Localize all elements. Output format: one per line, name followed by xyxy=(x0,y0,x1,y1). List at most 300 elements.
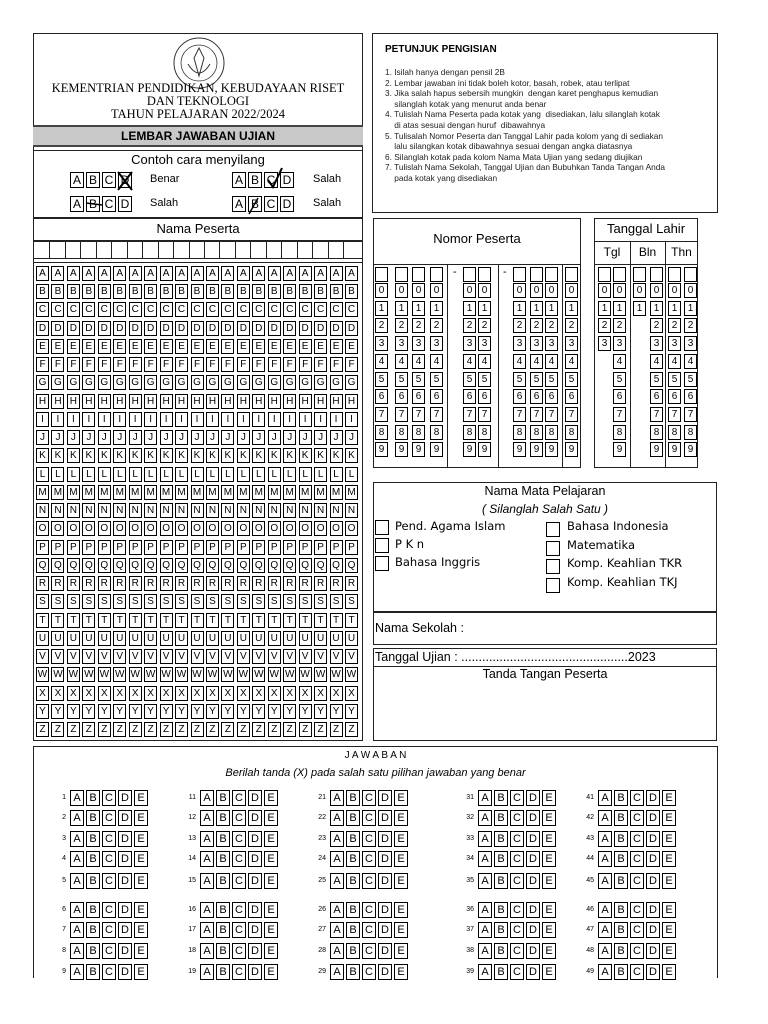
answer-bubble-b[interactable]: B xyxy=(216,790,230,806)
name-letter-bubble[interactable]: M xyxy=(113,485,126,500)
answer-bubble-d[interactable]: D xyxy=(646,810,660,826)
answer-bubble-c[interactable]: C xyxy=(630,790,644,806)
answer-bubble-d[interactable]: D xyxy=(248,943,262,959)
name-letter-bubble[interactable]: V xyxy=(283,649,296,664)
name-letter-bubble[interactable]: W xyxy=(130,669,140,681)
nomor-digit-bubble[interactable]: 2 xyxy=(565,318,578,333)
name-letter-bubble[interactable]: D xyxy=(283,321,296,336)
name-letter-bubble[interactable]: Y xyxy=(144,704,157,719)
name-letter-bubble[interactable]: F xyxy=(129,357,142,372)
nomor-digit-bubble[interactable]: 2 xyxy=(545,318,558,333)
name-letter-bubble[interactable]: P xyxy=(36,540,49,555)
answer-bubble-b[interactable]: B xyxy=(216,851,230,867)
name-letter-bubble[interactable]: P xyxy=(345,540,358,555)
tanggal-digit-bubble[interactable]: 8 xyxy=(613,425,626,440)
tanggal-digit-bubble[interactable]: 3 xyxy=(598,336,611,351)
name-letter-bubble[interactable]: Y xyxy=(330,704,343,719)
name-letter-bubble[interactable]: R xyxy=(160,576,173,591)
name-letter-bubble[interactable]: J xyxy=(268,430,281,445)
name-letter-bubble[interactable]: K xyxy=(144,448,157,463)
name-letter-bubble[interactable]: F xyxy=(36,357,49,372)
answer-bubble-b[interactable]: B xyxy=(346,922,360,938)
nomor-digit-bubble[interactable]: 4 xyxy=(530,354,543,369)
name-letter-bubble[interactable]: A xyxy=(175,266,188,281)
answer-bubble-c[interactable]: C xyxy=(510,873,524,889)
name-letter-bubble[interactable]: Q xyxy=(237,558,250,573)
name-letter-bubble[interactable]: O xyxy=(129,521,142,536)
name-letter-bubble[interactable]: G xyxy=(283,375,296,390)
answer-bubble-c[interactable]: C xyxy=(362,922,376,938)
answer-bubble-d[interactable]: D xyxy=(378,943,392,959)
nomor-digit-bubble[interactable]: 9 xyxy=(375,442,388,457)
answer-bubble-c[interactable]: C xyxy=(232,902,246,918)
name-letter-bubble[interactable]: I xyxy=(206,412,219,427)
answer-bubble-a[interactable]: A xyxy=(330,810,344,826)
nomor-digit-bubble[interactable]: 1 xyxy=(565,301,578,316)
name-letter-bubble[interactable]: J xyxy=(98,430,111,445)
name-letter-bubble[interactable]: H xyxy=(191,394,204,409)
answer-bubble-a[interactable]: A xyxy=(200,831,214,847)
subject-checkbox[interactable] xyxy=(375,556,389,571)
name-letter-bubble[interactable]: X xyxy=(191,686,204,701)
answer-bubble-c[interactable]: C xyxy=(630,964,644,980)
name-letter-bubble[interactable]: A xyxy=(221,266,234,281)
answer-bubble-c[interactable]: C xyxy=(510,790,524,806)
name-letter-bubble[interactable]: G xyxy=(206,375,219,390)
answer-bubble-c[interactable]: C xyxy=(232,810,246,826)
name-letter-bubble[interactable]: U xyxy=(268,631,281,646)
name-letter-bubble[interactable]: T xyxy=(36,613,49,628)
name-letter-bubble[interactable]: A xyxy=(206,266,219,281)
name-letter-bubble[interactable]: H xyxy=(283,394,296,409)
tanggal-digit-bubble[interactable]: 0 xyxy=(650,283,663,298)
tanggal-input-box[interactable] xyxy=(598,267,611,282)
name-letter-bubble[interactable]: J xyxy=(206,430,219,445)
name-letter-bubble[interactable]: I xyxy=(82,412,95,427)
name-letter-bubble[interactable]: W xyxy=(53,669,63,681)
name-letter-bubble[interactable]: N xyxy=(252,503,265,518)
tanggal-digit-bubble[interactable]: 5 xyxy=(668,372,681,387)
name-letter-input[interactable] xyxy=(112,242,126,258)
name-letter-bubble[interactable]: W xyxy=(192,669,202,681)
name-letter-bubble[interactable]: R xyxy=(144,576,157,591)
name-letter-bubble[interactable]: E xyxy=(36,339,49,354)
name-letter-bubble[interactable]: Z xyxy=(345,722,358,737)
answer-bubble-b[interactable]: B xyxy=(216,873,230,889)
answer-bubble-c[interactable]: C xyxy=(362,964,376,980)
name-letter-bubble[interactable]: R xyxy=(191,576,204,591)
name-letter-bubble[interactable]: A xyxy=(113,266,126,281)
name-letter-bubble[interactable]: Z xyxy=(206,722,219,737)
answer-bubble-e[interactable]: E xyxy=(542,790,556,806)
answer-bubble-c[interactable]: C xyxy=(232,964,246,980)
name-letter-bubble[interactable]: Z xyxy=(268,722,281,737)
name-letter-bubble[interactable]: V xyxy=(67,649,80,664)
name-letter-bubble[interactable]: F xyxy=(206,357,219,372)
nomor-digit-bubble[interactable]: 5 xyxy=(513,372,526,387)
name-letter-bubble[interactable]: V xyxy=(98,649,111,664)
answer-bubble-b[interactable]: B xyxy=(86,851,100,867)
answer-bubble-d[interactable]: D xyxy=(378,922,392,938)
name-letter-bubble[interactable]: P xyxy=(160,540,173,555)
name-letter-bubble[interactable]: K xyxy=(175,448,188,463)
answer-bubble-b[interactable]: B xyxy=(494,873,508,889)
answer-bubble-d[interactable]: D xyxy=(248,810,262,826)
name-letter-bubble[interactable]: K xyxy=(314,448,327,463)
name-letter-bubble[interactable]: S xyxy=(67,594,80,609)
tanggal-digit-bubble[interactable]: 2 xyxy=(650,318,663,333)
tanggal-digit-bubble[interactable]: 3 xyxy=(668,336,681,351)
nomor-digit-bubble[interactable]: 9 xyxy=(463,442,476,457)
name-letter-bubble[interactable]: V xyxy=(252,649,265,664)
answer-bubble-a[interactable]: A xyxy=(200,873,214,889)
name-letter-bubble[interactable]: I xyxy=(221,412,234,427)
nomor-digit-bubble[interactable]: 8 xyxy=(412,425,425,440)
name-letter-bubble[interactable]: S xyxy=(252,594,265,609)
name-letter-bubble[interactable]: K xyxy=(160,448,173,463)
name-letter-input[interactable] xyxy=(282,242,296,258)
name-letter-bubble[interactable]: J xyxy=(345,430,358,445)
name-letter-bubble[interactable]: I xyxy=(283,412,296,427)
answer-bubble-d[interactable]: D xyxy=(378,902,392,918)
name-letter-bubble[interactable]: U xyxy=(113,631,126,646)
name-letter-bubble[interactable]: N xyxy=(160,503,173,518)
name-letter-bubble[interactable]: P xyxy=(237,540,250,555)
name-letter-bubble[interactable]: Z xyxy=(51,722,64,737)
name-letter-bubble[interactable]: I xyxy=(160,412,173,427)
name-letter-bubble[interactable]: V xyxy=(82,649,95,664)
name-letter-bubble[interactable]: J xyxy=(113,430,126,445)
answer-bubble-d[interactable]: D xyxy=(248,851,262,867)
name-letter-bubble[interactable]: Y xyxy=(314,704,327,719)
name-letter-bubble[interactable]: O xyxy=(330,521,343,536)
name-letter-bubble[interactable]: B xyxy=(345,284,358,299)
name-letter-bubble[interactable]: F xyxy=(67,357,80,372)
name-letter-bubble[interactable]: R xyxy=(314,576,327,591)
name-letter-bubble[interactable]: C xyxy=(330,302,343,317)
answer-bubble-d[interactable]: D xyxy=(118,902,132,918)
name-letter-bubble[interactable]: S xyxy=(113,594,126,609)
tanggal-digit-bubble[interactable]: 5 xyxy=(613,372,626,387)
name-letter-bubble[interactable]: X xyxy=(98,686,111,701)
name-letter-bubble[interactable]: E xyxy=(175,339,188,354)
name-letter-bubble[interactable]: Y xyxy=(206,704,219,719)
nomor-digit-bubble[interactable]: 4 xyxy=(463,354,476,369)
answer-bubble-c[interactable]: C xyxy=(362,851,376,867)
nomor-digit-bubble[interactable]: 6 xyxy=(530,389,543,404)
answer-bubble-e[interactable]: E xyxy=(264,790,278,806)
name-letter-bubble[interactable]: M xyxy=(268,485,281,500)
answer-bubble-c[interactable]: C xyxy=(630,943,644,959)
name-letter-bubble[interactable]: F xyxy=(51,357,64,372)
nomor-digit-bubble[interactable]: 2 xyxy=(375,318,388,333)
name-letter-bubble[interactable]: O xyxy=(144,521,157,536)
name-letter-bubble[interactable]: M xyxy=(314,485,327,500)
nomor-digit-bubble[interactable]: 4 xyxy=(545,354,558,369)
nomor-digit-bubble[interactable]: 9 xyxy=(545,442,558,457)
answer-bubble-c[interactable]: C xyxy=(102,902,116,918)
nomor-digit-bubble[interactable]: 8 xyxy=(545,425,558,440)
name-letter-bubble[interactable]: E xyxy=(206,339,219,354)
name-letter-bubble[interactable]: P xyxy=(191,540,204,555)
nomor-input-box[interactable] xyxy=(412,267,425,282)
name-letter-bubble[interactable]: W xyxy=(254,669,264,681)
name-letter-bubble[interactable]: I xyxy=(175,412,188,427)
answer-bubble-b[interactable]: B xyxy=(346,902,360,918)
name-letter-bubble[interactable]: J xyxy=(252,430,265,445)
name-letter-bubble[interactable]: V xyxy=(268,649,281,664)
name-letter-bubble[interactable]: X xyxy=(51,686,64,701)
name-letter-bubble[interactable]: H xyxy=(144,394,157,409)
name-letter-bubble[interactable]: F xyxy=(345,357,358,372)
answer-bubble-c[interactable]: C xyxy=(362,873,376,889)
name-letter-bubble[interactable]: F xyxy=(191,357,204,372)
name-letter-bubble[interactable]: C xyxy=(345,302,358,317)
name-letter-bubble[interactable]: U xyxy=(206,631,219,646)
answer-bubble-d[interactable]: D xyxy=(646,902,660,918)
answer-bubble-b[interactable]: B xyxy=(86,922,100,938)
answer-bubble-a[interactable]: A xyxy=(478,873,492,889)
name-letter-bubble[interactable]: O xyxy=(51,521,64,536)
name-letter-bubble[interactable]: X xyxy=(144,686,157,701)
name-letter-bubble[interactable]: R xyxy=(113,576,126,591)
nomor-digit-bubble[interactable]: 4 xyxy=(430,354,443,369)
name-letter-bubble[interactable]: P xyxy=(51,540,64,555)
name-letter-bubble[interactable]: Y xyxy=(98,704,111,719)
name-letter-bubble[interactable]: T xyxy=(129,613,142,628)
name-letter-bubble[interactable]: P xyxy=(283,540,296,555)
answer-bubble-d[interactable]: D xyxy=(118,873,132,889)
name-letter-bubble[interactable]: Y xyxy=(191,704,204,719)
nomor-input-box[interactable] xyxy=(430,267,443,282)
name-letter-bubble[interactable]: T xyxy=(175,613,188,628)
name-letter-bubble[interactable]: O xyxy=(299,521,312,536)
name-letter-bubble[interactable]: W xyxy=(37,669,48,681)
name-letter-bubble[interactable]: E xyxy=(237,339,250,354)
answer-bubble-d[interactable]: D xyxy=(248,873,262,889)
answer-bubble-c[interactable]: C xyxy=(232,922,246,938)
name-letter-input[interactable] xyxy=(220,242,234,258)
nomor-digit-bubble[interactable]: 6 xyxy=(565,389,578,404)
name-letter-bubble[interactable]: S xyxy=(268,594,281,609)
name-letter-bubble[interactable]: K xyxy=(98,448,111,463)
name-letter-bubble[interactable]: K xyxy=(51,448,64,463)
name-letter-bubble[interactable]: L xyxy=(299,467,312,482)
name-letter-bubble[interactable]: R xyxy=(345,576,358,591)
name-letter-bubble[interactable]: F xyxy=(314,357,327,372)
name-letter-bubble[interactable]: Q xyxy=(283,558,296,573)
name-letter-input[interactable] xyxy=(236,242,250,258)
nomor-digit-bubble[interactable]: 7 xyxy=(478,407,491,422)
name-letter-bubble[interactable]: V xyxy=(314,649,327,664)
name-letter-bubble[interactable]: R xyxy=(283,576,296,591)
nomor-digit-bubble[interactable]: 0 xyxy=(565,283,578,298)
name-letter-bubble[interactable]: D xyxy=(314,321,327,336)
name-letter-bubble[interactable]: H xyxy=(129,394,142,409)
name-letter-bubble[interactable]: G xyxy=(129,375,142,390)
name-letter-bubble[interactable]: S xyxy=(98,594,111,609)
nomor-digit-bubble[interactable]: 0 xyxy=(545,283,558,298)
answer-bubble-a[interactable]: A xyxy=(478,964,492,980)
name-letter-bubble[interactable]: B xyxy=(82,284,95,299)
name-letter-bubble[interactable]: D xyxy=(268,321,281,336)
tanggal-digit-bubble[interactable]: 0 xyxy=(684,283,697,298)
tanggal-input-box[interactable] xyxy=(650,267,663,282)
answer-bubble-b[interactable]: B xyxy=(494,851,508,867)
answer-bubble-c[interactable]: C xyxy=(362,831,376,847)
name-letter-bubble[interactable]: H xyxy=(206,394,219,409)
answer-bubble-b[interactable]: B xyxy=(216,831,230,847)
subject-checkbox[interactable] xyxy=(546,522,560,537)
name-letter-bubble[interactable]: M xyxy=(51,485,64,500)
name-letter-bubble[interactable]: U xyxy=(221,631,234,646)
name-letter-bubble[interactable]: F xyxy=(252,357,265,372)
name-letter-bubble[interactable]: V xyxy=(345,649,358,664)
name-letter-bubble[interactable]: J xyxy=(283,430,296,445)
nomor-digit-bubble[interactable]: 6 xyxy=(478,389,491,404)
name-letter-bubble[interactable]: S xyxy=(283,594,296,609)
name-letter-bubble[interactable]: Z xyxy=(175,722,188,737)
name-letter-bubble[interactable]: X xyxy=(314,686,327,701)
nomor-input-box[interactable] xyxy=(478,267,491,282)
answer-bubble-c[interactable]: C xyxy=(362,810,376,826)
subject-checkbox[interactable] xyxy=(546,578,560,593)
name-letter-bubble[interactable]: V xyxy=(237,649,250,664)
name-letter-bubble[interactable]: G xyxy=(252,375,265,390)
name-letter-bubble[interactable]: J xyxy=(175,430,188,445)
nomor-digit-bubble[interactable]: 3 xyxy=(513,336,526,351)
nomor-input-box[interactable] xyxy=(375,267,388,282)
name-letter-bubble[interactable]: S xyxy=(160,594,173,609)
name-letter-bubble[interactable]: C xyxy=(36,302,49,317)
name-letter-bubble[interactable]: C xyxy=(67,302,80,317)
tanggal-digit-bubble[interactable]: 0 xyxy=(598,283,611,298)
name-letter-bubble[interactable]: V xyxy=(144,649,157,664)
answer-bubble-b[interactable]: B xyxy=(614,964,628,980)
name-letter-bubble[interactable]: S xyxy=(314,594,327,609)
nomor-digit-bubble[interactable]: 2 xyxy=(530,318,543,333)
name-letter-bubble[interactable]: N xyxy=(314,503,327,518)
name-letter-bubble[interactable]: Q xyxy=(252,558,265,573)
name-letter-bubble[interactable]: L xyxy=(252,467,265,482)
name-letter-bubble[interactable]: X xyxy=(237,686,250,701)
name-letter-bubble[interactable]: Q xyxy=(36,558,49,573)
name-letter-bubble[interactable]: N xyxy=(237,503,250,518)
name-letter-bubble[interactable]: F xyxy=(237,357,250,372)
answer-bubble-b[interactable]: B xyxy=(346,964,360,980)
name-letter-bubble[interactable]: Q xyxy=(206,558,219,573)
name-letter-bubble[interactable]: X xyxy=(175,686,188,701)
name-letter-bubble[interactable]: T xyxy=(299,613,312,628)
answer-bubble-c[interactable]: C xyxy=(102,964,116,980)
tanggal-digit-bubble[interactable]: 8 xyxy=(650,425,663,440)
answer-bubble-e[interactable]: E xyxy=(134,873,148,889)
name-letter-bubble[interactable]: D xyxy=(330,321,343,336)
name-letter-bubble[interactable]: G xyxy=(314,375,327,390)
answer-bubble-a[interactable]: A xyxy=(200,851,214,867)
name-letter-bubble[interactable]: P xyxy=(206,540,219,555)
name-letter-bubble[interactable]: U xyxy=(160,631,173,646)
name-letter-bubble[interactable]: D xyxy=(67,321,80,336)
tanggal-digit-bubble[interactable]: 9 xyxy=(650,442,663,457)
answer-bubble-c[interactable]: C xyxy=(510,831,524,847)
name-letter-bubble[interactable]: L xyxy=(283,467,296,482)
answer-bubble-e[interactable]: E xyxy=(542,902,556,918)
name-letter-bubble[interactable]: Q xyxy=(299,558,312,573)
name-letter-bubble[interactable]: R xyxy=(237,576,250,591)
nomor-digit-bubble[interactable]: 0 xyxy=(412,283,425,298)
answer-bubble-d[interactable]: D xyxy=(646,873,660,889)
answer-bubble-a[interactable]: A xyxy=(330,851,344,867)
name-letter-bubble[interactable]: R xyxy=(36,576,49,591)
answer-bubble-c[interactable]: C xyxy=(362,790,376,806)
name-letter-bubble[interactable]: V xyxy=(330,649,343,664)
name-letter-bubble[interactable]: P xyxy=(314,540,327,555)
name-letter-bubble[interactable]: S xyxy=(221,594,234,609)
name-letter-bubble[interactable]: F xyxy=(98,357,111,372)
name-letter-bubble[interactable]: U xyxy=(67,631,80,646)
tanggal-input-box[interactable] xyxy=(684,267,697,282)
name-letter-bubble[interactable]: B xyxy=(206,284,219,299)
name-letter-bubble[interactable]: H xyxy=(345,394,358,409)
name-letter-bubble[interactable]: T xyxy=(191,613,204,628)
answer-bubble-e[interactable]: E xyxy=(662,922,676,938)
name-letter-bubble[interactable]: C xyxy=(160,302,173,317)
answer-bubble-c[interactable]: C xyxy=(102,943,116,959)
name-letter-bubble[interactable]: I xyxy=(314,412,327,427)
tanggal-digit-bubble[interactable]: 7 xyxy=(650,407,663,422)
answer-bubble-d[interactable]: D xyxy=(646,964,660,980)
nomor-digit-bubble[interactable]: 7 xyxy=(375,407,388,422)
nomor-digit-bubble[interactable]: 7 xyxy=(530,407,543,422)
name-letter-bubble[interactable]: S xyxy=(82,594,95,609)
answer-bubble-a[interactable]: A xyxy=(70,831,84,847)
name-letter-bubble[interactable]: X xyxy=(345,686,358,701)
answer-bubble-d[interactable]: D xyxy=(526,810,540,826)
name-letter-bubble[interactable]: M xyxy=(191,485,204,500)
name-letter-bubble[interactable]: K xyxy=(113,448,126,463)
name-letter-bubble[interactable]: U xyxy=(175,631,188,646)
answer-bubble-e[interactable]: E xyxy=(394,873,408,889)
name-letter-bubble[interactable]: I xyxy=(191,412,204,427)
answer-bubble-a[interactable]: A xyxy=(330,922,344,938)
name-letter-bubble[interactable]: T xyxy=(237,613,250,628)
name-letter-bubble[interactable]: Y xyxy=(113,704,126,719)
nomor-digit-bubble[interactable]: 2 xyxy=(395,318,408,333)
name-letter-bubble[interactable]: C xyxy=(82,302,95,317)
nomor-digit-bubble[interactable]: 6 xyxy=(430,389,443,404)
name-letter-bubble[interactable]: Q xyxy=(129,558,142,573)
nomor-digit-bubble[interactable]: 6 xyxy=(463,389,476,404)
answer-bubble-c[interactable]: C xyxy=(232,873,246,889)
name-letter-bubble[interactable]: D xyxy=(299,321,312,336)
answer-bubble-e[interactable]: E xyxy=(542,873,556,889)
name-letter-bubble[interactable]: S xyxy=(330,594,343,609)
answer-bubble-d[interactable]: D xyxy=(646,790,660,806)
answer-bubble-d[interactable]: D xyxy=(118,831,132,847)
name-letter-bubble[interactable]: E xyxy=(144,339,157,354)
name-letter-bubble[interactable]: L xyxy=(330,467,343,482)
name-letter-bubble[interactable]: T xyxy=(82,613,95,628)
answer-bubble-b[interactable]: B xyxy=(494,810,508,826)
nomor-digit-bubble[interactable]: 5 xyxy=(565,372,578,387)
name-letter-bubble[interactable]: F xyxy=(330,357,343,372)
answer-bubble-e[interactable]: E xyxy=(662,902,676,918)
name-letter-bubble[interactable]: P xyxy=(129,540,142,555)
name-letter-bubble[interactable]: S xyxy=(129,594,142,609)
tanggal-digit-bubble[interactable]: 1 xyxy=(613,301,626,316)
name-letter-bubble[interactable]: S xyxy=(191,594,204,609)
